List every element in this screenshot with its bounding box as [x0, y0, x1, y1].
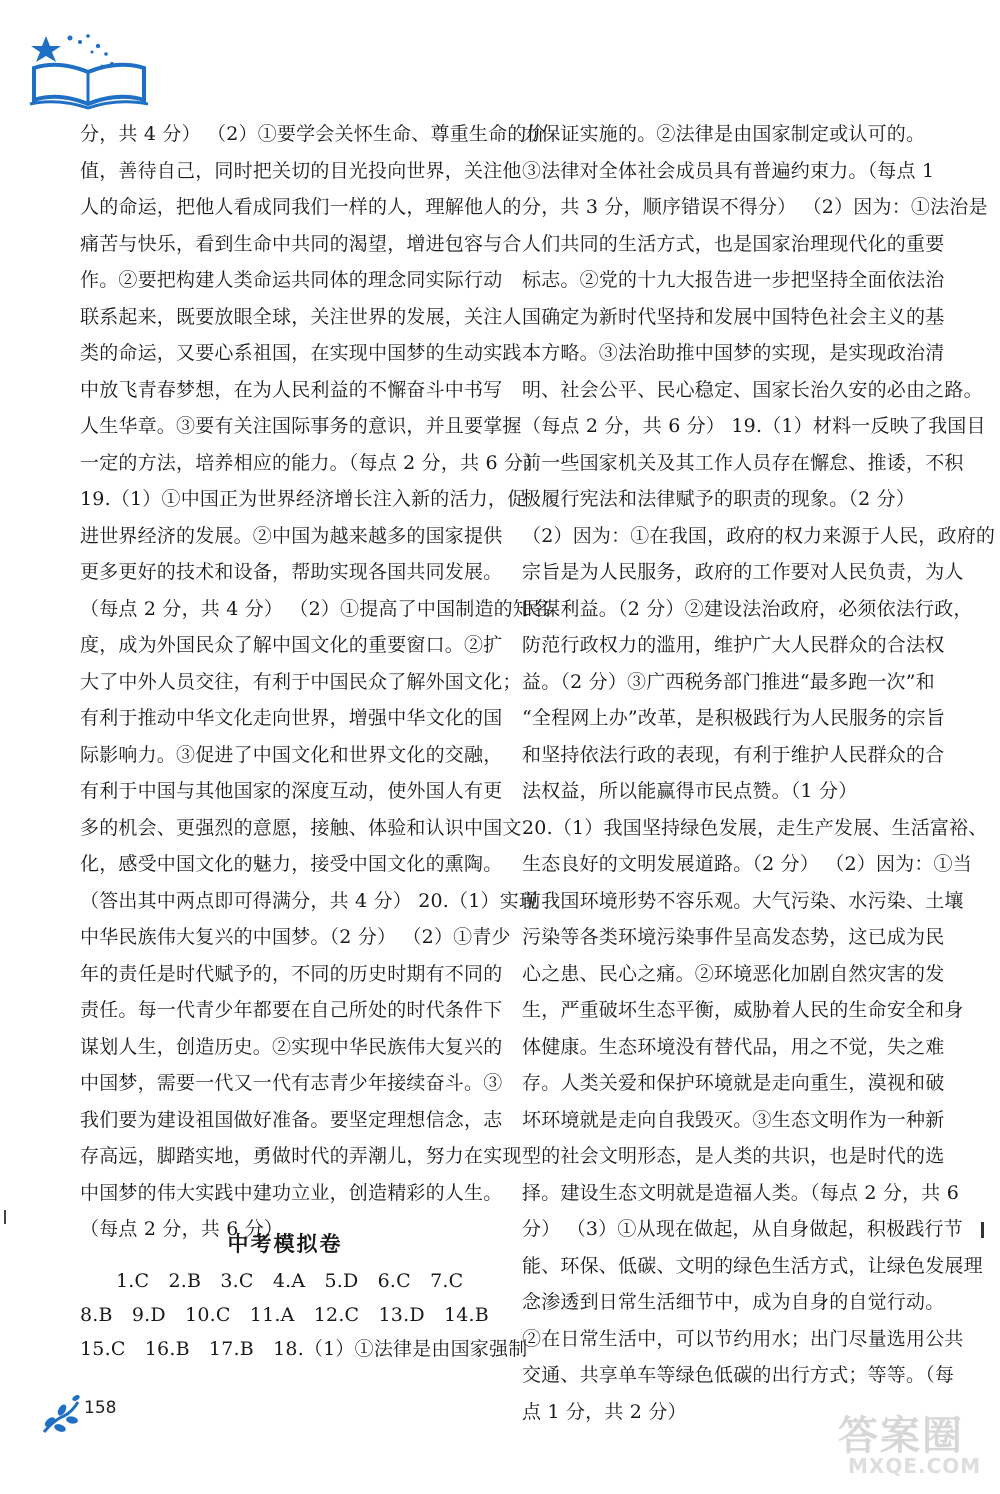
text-line: ②在日常生活中，可以节约用水；出门尽量选用公共 — [522, 1327, 964, 1350]
text-line: 值，善待自己，同时把关切的目光投向世界，关注他 — [80, 159, 522, 182]
text-line: 一定的方法，培养相应的能力。（每点 2 分，共 6 分） — [80, 451, 543, 474]
text-line: 大了中外人员交往，有利于中国民众了解外国文化； — [80, 670, 522, 693]
scan-edge-mark — [981, 1222, 984, 1238]
text-line: （每点 2 分，共 6 分） — [80, 1218, 284, 1240]
left-column — [80, 116, 552, 1248]
page-footer — [40, 1392, 117, 1436]
text-line: 中国梦，需要一代又一代有志青少年接续奋斗。③ — [80, 1072, 503, 1094]
text-line: 存高远，脚踏实地，勇做时代的弄潮儿，努力在实现 — [80, 1145, 522, 1167]
text-line: 度，成为外国民众了解中国文化的重要窗口。②扩 — [80, 634, 503, 656]
text-line: （每点 2 分，共 6 分） 19.（1）材料一反映了我国目 — [522, 415, 986, 437]
text-line: 作。②要把构建人类命运共同体的理念同实际行动 — [80, 269, 503, 291]
answer-line: 1.C 2.B 3.C 4.A 5.D 6.C 7.C — [116, 1270, 464, 1292]
text-line: 本方略。③法治助推中国梦的实现，是实现政治清 — [522, 342, 945, 364]
watermark-text: 答案圈 — [838, 1413, 964, 1459]
text-line: 分，共 4 分） （2）①要学会关怀生命、尊重生命的价 — [80, 123, 546, 145]
text-line: 力保证实施的。②法律是由国家制定或认可的。 — [522, 123, 926, 145]
text-line: 坏环境就是走向自我毁灭。③生态文明作为一种新 — [522, 1108, 945, 1131]
text-line: 有利于中国与其他国家的深度互动，使外国人有更 — [80, 780, 503, 802]
text-line: 类的命运，又要心系祖国，在实现中国梦的生动实践 — [80, 342, 522, 364]
text-line: 化，感受中国文化的魅力，接受中国文化的熏陶。 — [80, 853, 503, 875]
text-line: 我们要为建设祖国做好准备。要坚定理想信念，志 — [80, 1108, 503, 1131]
text-line: 年的责任是时代赋予的，不同的历史时期有不同的 — [80, 962, 503, 985]
text-line: 人们共同的生活方式，也是国家治理现代化的重要 — [522, 232, 945, 255]
book-star-logo-icon — [28, 28, 150, 110]
text-line: 联系起来，既要放眼全球，关注世界的发展，关注人 — [80, 305, 522, 328]
text-line: 中华民族伟大复兴的中国梦。（2 分） （2）①青少 — [80, 926, 511, 948]
text-line: 谋划人生，创造历史。②实现中华民族伟大复兴的 — [80, 1035, 503, 1058]
text-line: 防范行政权力的滥用，维护广大人民群众的合法权 — [522, 634, 945, 656]
right-column — [522, 116, 996, 1430]
watermark-url: MXQE.COM — [848, 1454, 982, 1478]
text-line: 民谋利益。（2 分）②建设法治政府，必须依法行政， — [522, 597, 973, 620]
text-line: 责任。每一代青少年都要在自己所处的时代条件下 — [80, 999, 503, 1021]
text-line: 污染等各类环境污染事件呈高发态势，这已成为民 — [522, 926, 945, 948]
text-line: 人生华章。③要有关注国际事务的意识，并且要掌握 — [80, 415, 522, 437]
text-line: 存。人类关爱和保护环境就是走向重生，漠视和破 — [522, 1072, 945, 1094]
text-line: 法权益，所以能赢得市民点赞。（1 分） — [522, 780, 858, 802]
answer-line: 8.B 9.D 10.C 11.A 12.C 13.D 14.B — [80, 1304, 489, 1326]
text-line: 人的命运，把他人看成同我们一样的人，理解他人的 — [80, 196, 522, 218]
text-line: 前我国环境形势不容乐观。大气污染、水污染、土壤 — [522, 889, 964, 912]
text-line: “全程网上办”改革，是积极践行为人民服务的宗旨 — [522, 707, 946, 729]
text-line: 多的机会、更强烈的意愿，接触、体验和认识中国文 — [80, 816, 522, 839]
text-line: 中放飞青春梦想，在为人民利益的不懈奋斗中书写 — [80, 378, 503, 401]
text-line: （2）因为：①在我国，政府的权力来源于人民，政府的 — [522, 524, 996, 547]
text-line: 和坚持依法行政的表现，有利于维护人民群众的合 — [522, 743, 945, 766]
text-line: 点 1 分，共 2 分） — [522, 1400, 687, 1423]
text-line: 进世界经济的发展。②中国为越来越多的国家提供 — [80, 524, 503, 547]
text-line: 心之患、民心之痛。②环境恶化加剧自然灾害的发 — [522, 962, 945, 985]
text-line: 念渗透到日常生活细节中，成为自身的自觉行动。 — [522, 1291, 945, 1313]
text-line: 标志。②党的十九大报告进一步把坚持全面依法治 — [522, 269, 945, 291]
text-line: 择。建设生态文明就是造福人类。（每点 2 分，共 6 — [522, 1181, 959, 1204]
text-line: 中国梦的伟大实践中建功立业，创造精彩的人生。 — [80, 1181, 503, 1204]
text-line: 有利于推动中华文化走向世界，增强中华文化的国 — [80, 707, 503, 729]
text-line: 能、环保、低碳、文明的绿色生活方式，让绿色发展理 — [522, 1254, 983, 1277]
text-line: 生态良好的文明发展道路。（2 分） （2）因为：①当 — [522, 853, 972, 875]
text-line: 19.（1）①中国正为世界经济增长注入新的活力，促 — [80, 488, 527, 510]
text-line: 分，共 3 分，顺序错误不得分） （2）因为：①法治是 — [522, 196, 988, 218]
answer-line: 15.C 16.B 17.B 18.（1）①法律是由国家强制 — [80, 1338, 528, 1360]
text-line: 明、社会公平、民心稳定、国家长治久安的必由之路。 — [522, 378, 983, 401]
text-line: 痛苦与快乐，看到生命中共同的渴望，增进包容与合 — [80, 232, 522, 255]
text-line: 极履行宪法和法律赋予的职责的现象。（2 分） — [522, 488, 916, 510]
text-line: 交通、共享单车等绿色低碳的出行方式；等等。（每 — [522, 1364, 955, 1386]
text-line: 更多更好的技术和设备，帮助实现各国共同发展。 — [80, 561, 503, 583]
watermark — [838, 1404, 988, 1486]
text-line: 型的社会文明形态，是人类的共识，也是时代的选 — [522, 1145, 945, 1167]
text-line: ③法律对全体社会成员具有普遍约束力。（每点 1 — [522, 159, 935, 182]
text-line: 20.（1）我国坚持绿色发展，走生产发展、生活富裕、 — [522, 816, 988, 839]
leaf-sprig-icon — [40, 1392, 82, 1436]
text-line: 益。（2 分）③广西税务部门推进“最多跑一次”和 — [522, 670, 935, 693]
text-line: 宗旨是为人民服务，政府的工作要对人民负责，为人 — [522, 561, 964, 583]
text-line: 前一些国家机关及其工作人员存在懈怠、推诿，不积 — [522, 451, 964, 474]
text-line: 分） （3）①从现在做起，从自身做起，积极践行节 — [522, 1218, 963, 1240]
text-line: 国确定为新时代坚持和发展中国特色社会主义的基 — [522, 305, 945, 328]
section-title: 中考模拟卷 — [227, 1231, 343, 1256]
text-line: （答出其中两点即可得满分，共 4 分） 20.（1）实现 — [80, 889, 539, 912]
text-line: 体健康。生态环境没有替代品，用之不觉，失之难 — [522, 1035, 945, 1058]
text-line: 生，严重破坏生态平衡，威胁着人民的生命安全和身 — [522, 999, 964, 1021]
text-line: （每点 2 分，共 4 分） （2）①提高了中国制造的知名 — [80, 597, 552, 620]
page-number: 158 — [84, 1398, 117, 1418]
text-line: 际影响力。③促进了中国文化和世界文化的交融， — [80, 743, 503, 766]
scan-edge-mark — [4, 1210, 6, 1224]
answer-key — [80, 1264, 528, 1366]
